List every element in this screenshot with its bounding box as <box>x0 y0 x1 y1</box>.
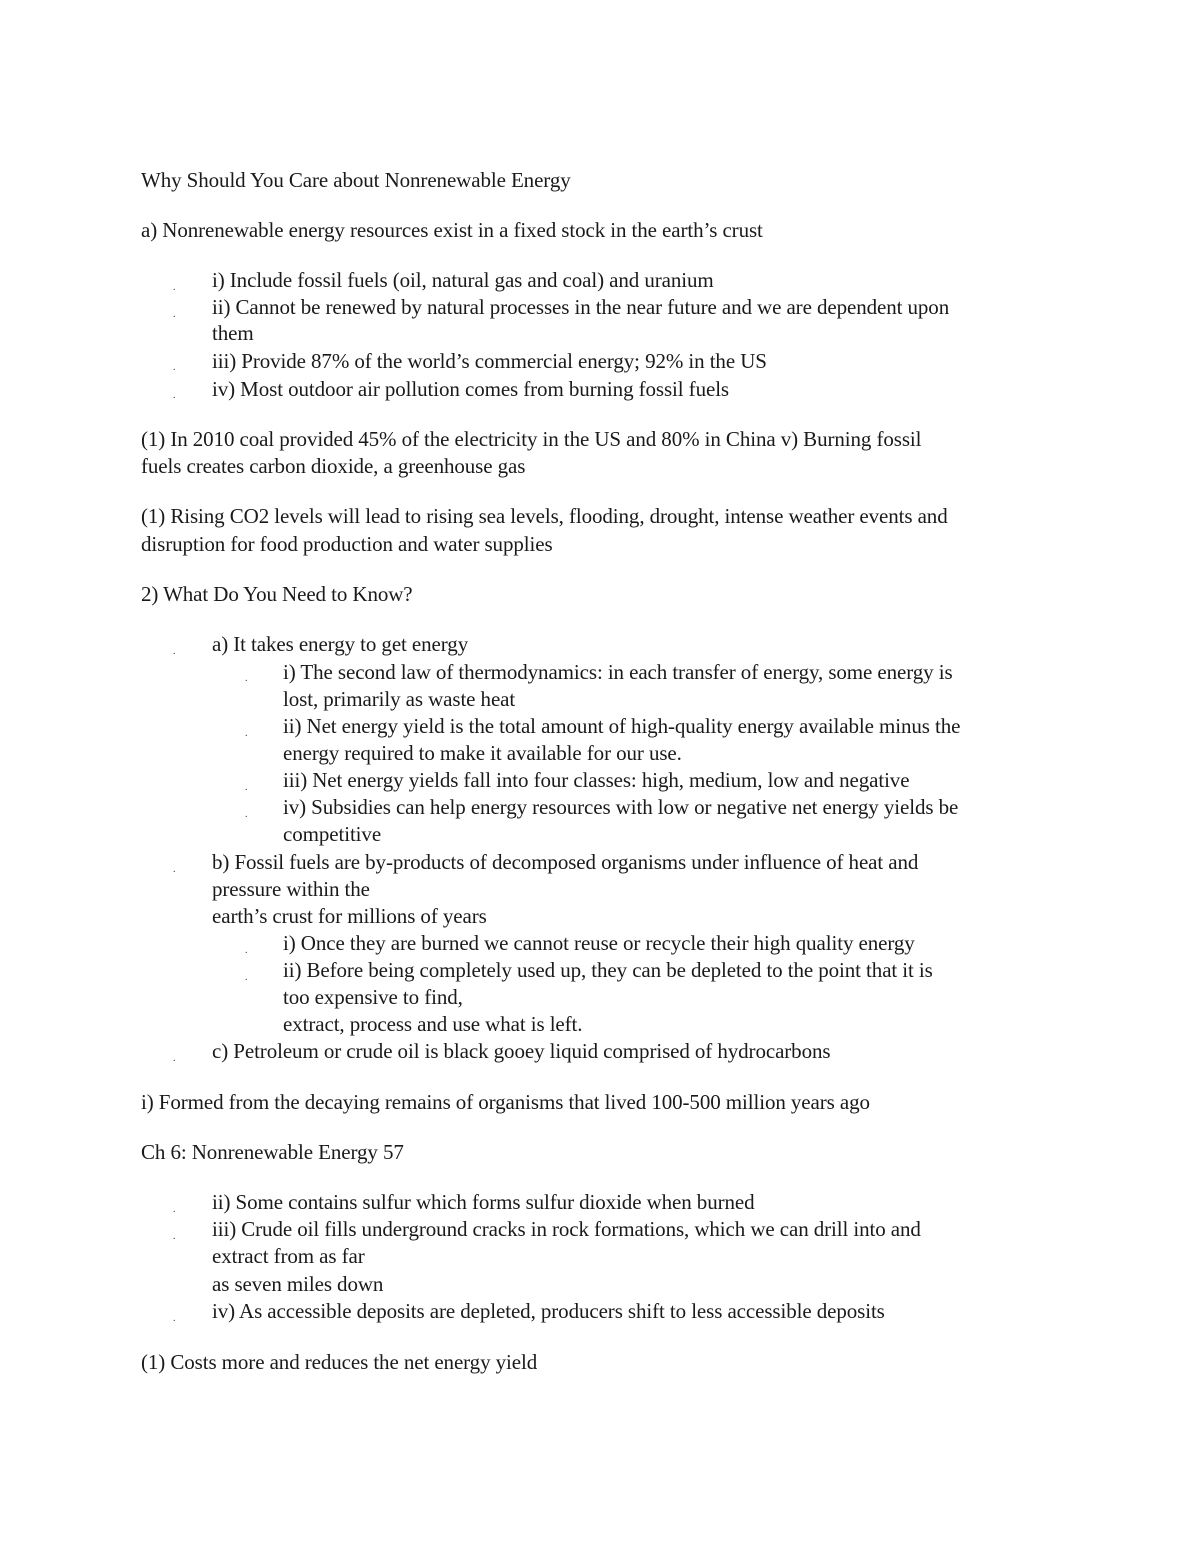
list-item: c) Petroleum or crude oil is black gooey liquid comprised of hydrocarbons <box>212 1039 831 1063</box>
paragraph-line: disruption for food production and water supplies <box>141 532 553 556</box>
list-bullet: . <box>173 864 176 875</box>
list-item: i) Include fossil fuels (oil, natural gas and coal) and uranium <box>212 268 714 292</box>
list-bullet: . <box>245 673 248 684</box>
list-item: ii) Some contains sulfur which forms sulfur dioxide when burned <box>212 1190 755 1214</box>
list-bullet: . <box>245 809 248 820</box>
list-item: iv) Subsidies can help energy resources with low or negative net energy yields be <box>283 795 959 819</box>
list-item: iii) Crude oil fills underground cracks in rock formations, which we can drill into and <box>212 1217 921 1241</box>
list-item-continuation: pressure within the <box>212 877 370 901</box>
list-item: iii) Provide 87% of the world’s commercial energy; 92% in the US <box>212 349 767 373</box>
list-bullet: . <box>245 972 248 983</box>
list-bullet: . <box>173 1204 176 1215</box>
paragraph-line: i) Formed from the decaying remains of organisms that lived 100-500 million years ago <box>141 1090 870 1114</box>
list-item-continuation: as seven miles down <box>212 1272 384 1296</box>
list-item-continuation: them <box>212 321 254 345</box>
list-item: i) Once they are burned we cannot reuse or recycle their high quality energy <box>283 931 915 955</box>
list-item-continuation: extract from as far <box>212 1244 365 1268</box>
list-item: iv) As accessible deposits are depleted, producers shift to less accessible deposits <box>212 1299 885 1323</box>
list-item: ii) Cannot be renewed by natural processes in the near future and we are dependent upon <box>212 295 950 319</box>
list-item-continuation: too expensive to find, <box>283 985 463 1009</box>
paragraph-line: (1) Costs more and reduces the net energy yield <box>141 1350 538 1374</box>
list-bullet: . <box>173 309 176 320</box>
list-bullet: . <box>173 390 176 401</box>
list-item: ii) Net energy yield is the total amount of high-quality energy available minus the <box>283 714 961 738</box>
list-item: ii) Before being completely used up, they can be depleted to the point that it is <box>283 958 933 982</box>
list-bullet: . <box>245 945 248 956</box>
list-bullet: . <box>245 728 248 739</box>
section-a-heading: a) Nonrenewable energy resources exist in a fixed stock in the earth’s crust <box>141 218 763 242</box>
list-item-continuation: competitive <box>283 822 382 846</box>
list-bullet: . <box>173 362 176 373</box>
list-item-continuation: earth’s crust for millions of years <box>212 904 487 928</box>
paragraph-line: (1) Rising CO2 levels will lead to rising sea levels, flooding, drought, intense weather events and <box>141 504 948 528</box>
list-item: i) The second law of thermodynamics: in each transfer of energy, some energy is <box>283 660 953 684</box>
paragraph-line: (1) In 2010 coal provided 45% of the electricity in the US and 80% in China v) Burning fossil <box>141 427 922 451</box>
list-item: a) It takes energy to get energy <box>212 632 469 656</box>
list-item: iv) Most outdoor air pollution comes from burning fossil fuels <box>212 377 729 401</box>
list-item-continuation: lost, primarily as waste heat <box>283 687 516 711</box>
list-bullet: . <box>173 282 176 293</box>
list-item-continuation: energy required to make it available for our use. <box>283 741 682 765</box>
list-bullet: . <box>173 1313 176 1324</box>
document-title: Why Should You Care about Nonrenewable Energy <box>141 168 571 192</box>
list-bullet: . <box>173 646 176 657</box>
list-item: b) Fossil fuels are by-products of decomposed organisms under influence of heat and <box>212 850 919 874</box>
list-item: iii) Net energy yields fall into four classes: high, medium, low and negative <box>283 768 910 792</box>
section-2-heading: 2) What Do You Need to Know? <box>141 582 413 606</box>
list-bullet: . <box>173 1053 176 1064</box>
list-bullet: . <box>245 782 248 793</box>
list-bullet: . <box>173 1231 176 1242</box>
page-footer: Ch 6: Nonrenewable Energy 57 <box>141 1140 404 1164</box>
list-item-continuation: extract, process and use what is left. <box>283 1012 583 1036</box>
paragraph-line: fuels creates carbon dioxide, a greenhouse gas <box>141 454 526 478</box>
